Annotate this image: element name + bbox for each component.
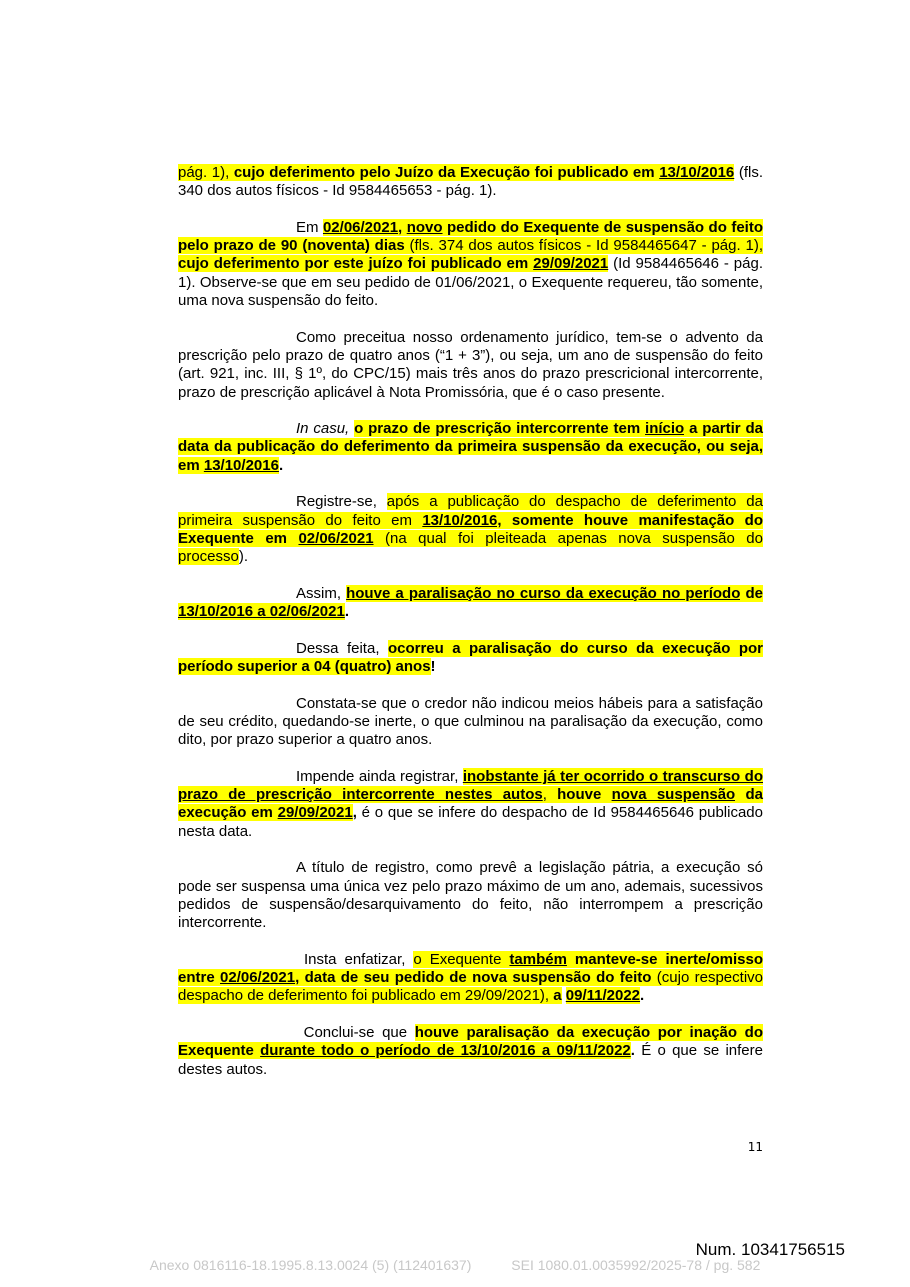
highlighted-text: , data de seu pedido de nova suspensão do feito <box>295 969 652 987</box>
highlighted-text: houve a paralisação no curso da execução no período <box>346 584 741 602</box>
text-run: Dessa feita, <box>296 639 388 657</box>
footer-sei-reference: SEI 1080.01.0035992/2025-78 / pg. 582 <box>511 1257 761 1273</box>
paragraph <box>178 585 763 622</box>
highlighted-text: 02/06/2021 <box>322 218 399 236</box>
text-run: . <box>640 987 645 1005</box>
highlighted-text: (fls. 374 dos autos físicos - Id 9584465647 - pág. 1), <box>404 237 763 255</box>
text-run: Impende ainda registrar, <box>296 767 463 785</box>
highlighted-text: cujo deferimento por este juízo foi publicado em <box>178 255 534 273</box>
highlighted-text: 13/10/2016 <box>203 456 279 474</box>
text-run: Como preceitua nosso ordenamento jurídico, tem-se o advento da prescrição pelo prazo de quatro anos (“1 + 3”), ou seja, um ano de suspensão do feito (art. 921, inc. III, § 1º, do CPC/15) mais três anos do prazo prescricional intercorrente, prazo de prescrição aplicável à Nota Promissória, que é o caso presente. <box>178 328 763 401</box>
text-run: Insta enfatizar, <box>296 950 414 968</box>
text-run: A título de registro, como prevê a legislação pátria, a execução só pode ser suspensa uma única vez pelo prazo máximo de um ano, ademais, sucessivos pedidos de suspensão/desarquivamento do feito, não interrompem a prescrição intercorrente. <box>178 859 763 932</box>
highlighted-text: da execução em <box>178 786 763 822</box>
footer-annex-reference: Anexo 0816116-18.1995.8.13.0024 (5) (112401637) <box>149 1257 472 1273</box>
text-run: ). <box>238 548 249 566</box>
highlighted-text: , somente houve manifestação do Exequente em <box>178 511 763 547</box>
paragraph <box>178 695 763 750</box>
paragraph <box>178 859 763 932</box>
text-run: Em <box>296 218 323 236</box>
footer-watermark <box>0 1257 910 1273</box>
highlighted-text: o prazo de prescrição intercorrente tem <box>354 420 646 438</box>
highlighted-text: o Exequente <box>413 950 510 968</box>
highlighted-text: 29/09/2021 <box>277 804 353 822</box>
text-run: ! <box>430 658 436 676</box>
highlighted-text: também <box>509 950 567 968</box>
highlighted-text: 13/10/2016 a 02/06/2021 <box>178 603 345 621</box>
paragraph <box>178 219 763 310</box>
text-run: (fls. 340 dos autos físicos - Id 9584465653 - pág. 1). <box>178 164 763 200</box>
highlighted-text: 13/10/2016 <box>659 164 735 181</box>
highlighted-text: após a publicação do despacho de deferimento da primeira suspensão do feito em <box>178 493 763 529</box>
highlighted-text: início <box>645 420 685 438</box>
document-body <box>178 164 763 1097</box>
text-run: In casu, <box>296 420 350 438</box>
highlighted-text: 02/06/2021 <box>220 969 296 987</box>
highlighted-text: a partir da data da publicação do deferimento da primeira suspensão da execução, ou seja, em <box>178 420 763 474</box>
page-number: 11 <box>747 1140 763 1154</box>
paragraph <box>178 768 763 841</box>
highlighted-text: cujo deferimento pelo Juízo da Execução foi publicado em <box>233 164 660 181</box>
text-run: . <box>344 603 349 621</box>
highlighted-text: pág. 1), <box>178 164 234 181</box>
text-run: Constata-se que o credor não indicou meios hábeis para a satisfação de seu crédito, quedando-se inerte, o que culminou na paralisação da execução, como dito, por prazo superior a quatro anos. <box>178 694 763 749</box>
text-run: , <box>352 804 357 822</box>
highlighted-text: (na qual foi pleiteada apenas nova suspensão do processo <box>178 529 763 566</box>
text-run: Conclui-se que <box>296 1023 415 1041</box>
highlighted-text: ocorreu a paralisação do curso da execução por período superior a 04 (quatro) anos <box>178 639 764 676</box>
highlighted-text: nova suspensão <box>611 786 736 804</box>
paragraph <box>178 493 763 566</box>
paragraph <box>178 1024 763 1079</box>
highlighted-text: a <box>553 987 562 1005</box>
paragraph <box>178 164 763 201</box>
highlighted-text: manteve-se inerte/omisso entre <box>178 950 763 987</box>
text-run: É o que se infere destes autos. <box>178 1042 763 1078</box>
highlighted-text: houve <box>557 786 612 804</box>
text-run: Assim, <box>296 584 347 602</box>
highlighted-text: 13/10/2016 <box>422 511 498 529</box>
highlighted-text: inobstante já ter ocorrido o transcurso do prazo de prescrição intercorrente nestes autos <box>178 767 763 804</box>
text-run: Registre-se, <box>296 493 387 511</box>
text-run: . <box>278 456 284 474</box>
paragraph <box>178 951 763 1006</box>
highlighted-text: 02/06/2021 <box>298 529 374 547</box>
paragraph <box>178 420 763 475</box>
highlighted-text: houve paralisação da execução por inação do Exequente <box>178 1023 763 1060</box>
paragraph <box>178 329 763 402</box>
highlighted-text: novo <box>406 218 443 236</box>
document-number: Num. 10341756515 <box>695 1240 845 1259</box>
highlighted-text: durante todo o período de 13/10/2016 a 09/11/2022 <box>260 1042 631 1060</box>
highlighted-text: 29/09/2021 <box>533 255 609 273</box>
highlighted-text: pedido do Exequente de suspensão do feito pelo prazo de 90 (noventa) dias <box>178 218 763 255</box>
highlighted-text: de <box>740 584 763 602</box>
highlighted-text: (cujo respectivo despacho de deferimento foi publicado em 29/09/2021), <box>178 969 763 1005</box>
highlighted-text: 09/11/2022 <box>565 987 641 1005</box>
text-run: . <box>630 1042 642 1060</box>
paragraph <box>178 640 763 677</box>
highlighted-text: , <box>542 786 558 804</box>
text-run: (Id 9584465646 - pág. 1). Observe-se que em seu pedido de 01/06/2021, o Exequente requereu, tão somente, uma nova suspensão do feito. <box>178 255 763 310</box>
highlighted-text: , <box>398 218 407 236</box>
text-run: é o que se infere do despacho de Id 9584465646 publicado nesta data. <box>178 804 763 840</box>
